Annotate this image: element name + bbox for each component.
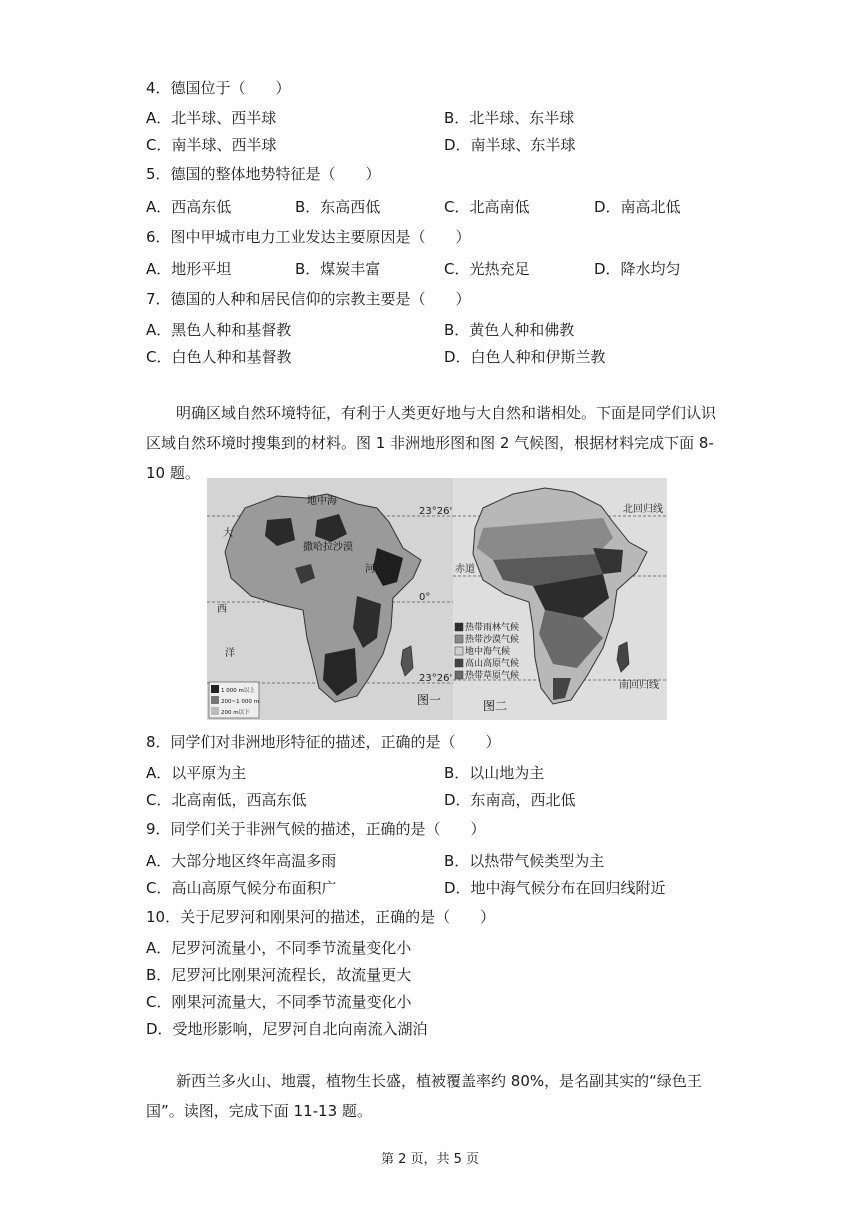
label-atlantic-3: 洋 [225,648,235,659]
question-7-option-c: C．白色人种和基督教 [146,348,292,366]
question-6-option-a: A．地形平坦 [146,260,232,278]
intro-paragraph-new-zealand: 新西兰多火山、地震，植物生长盛，植被覆盖率约 80%，是名副其实的“绿色王国”。读图，完成下面 11-13 题。 [146,1072,702,1120]
label-atlantic-2: 西 [217,604,227,615]
question-10-option-c: C．刚果河流量大，不同季节流量变化小 [146,993,412,1011]
legend-high: 1 000 m以上 [221,688,255,694]
question-5-option-b: B．东高西低 [295,198,381,216]
figure-2-label: 图二 [483,699,508,713]
question-9-stem: 9．同学们关于非洲气候的描述，正确的是（ ） [146,820,486,838]
question-4-option-d: D．南半球、东半球 [444,136,576,154]
question-8-option-c: C．北高南低，西高东低 [146,791,307,809]
line-label-equator: 赤道 [455,564,475,575]
question-5-option-a: A．西高东低 [146,198,232,216]
question-4-option-c: C．南半球、西半球 [146,136,277,154]
question-7-option-d: D．白色人种和伊斯兰教 [444,348,606,366]
question-9-option-c: C．高山高原气候分布面积广 [146,879,337,897]
lat-label-north: 23°26' [419,506,453,517]
question-4-option-a: A．北半球、西半球 [146,109,277,127]
question-7-option-b: B．黄色人种和佛教 [444,321,575,339]
question-10-option-a: A．尼罗河流量小，不同季节流量变化小 [146,939,412,957]
question-10-stem: 10．关于尼罗河和刚果河的描述，正确的是（ ） [146,908,496,926]
line-label-north: 北回归线 [623,504,663,515]
question-4-stem: 4．德国位于（ ） [146,79,291,97]
question-10-option-b: B．尼罗河比刚果河流程长，故流量更大 [146,966,412,984]
legend-mediterranean: 地中海气候 [465,647,511,657]
intro-paragraph-africa: 明确区域自然环境特征，有利于人类更好地与大自然和谐相处。下面是同学们认识区域自然环境时搜集到的材料。图 1 非洲地形图和图 2 气候图，根据材料完成下面 8-10 题。 [146,404,717,482]
question-5-option-d: D．南高北低 [594,198,681,216]
question-9-option-d: D．地中海气候分布在回归线附近 [444,879,666,897]
question-10-option-d: D．受地形影响，尼罗河自北向南流入湖泊 [146,1020,428,1038]
question-6-option-c: C．光热充足 [444,260,530,278]
africa-climate-map [453,478,667,720]
question-6-option-b: B．煤炭丰富 [295,260,381,278]
label-atlantic-1: 大 [223,528,233,539]
question-7-option-a: A．黑色人种和基督教 [146,321,292,339]
question-8-stem: 8．同学们对非洲地形特征的描述，正确的是（ ） [146,733,501,751]
question-8-option-b: B．以山地为主 [444,764,545,782]
legend-rainforest: 热带雨林气候 [465,623,520,633]
question-5-option-c: C．北高南低 [444,198,530,216]
label-mediterranean: 地中海 [307,496,337,507]
lat-label-south: 23°26' [419,673,453,684]
page-footer: 第 2 页，共 5 页 [380,1152,480,1167]
question-9-option-b: B．以热带气候类型为主 [444,852,605,870]
legend-desert: 热带沙漠气候 [465,635,520,645]
legend-highland: 高山高原气候 [465,659,520,669]
question-4-option-b: B．北半球、东半球 [444,109,575,127]
terrain-legend [209,682,259,718]
africa-terrain-map [207,478,453,720]
question-6-option-d: D．降水均匀 [594,260,681,278]
lat-label-equator: 0° [419,592,431,603]
legend-savanna: 热带草原气候 [465,671,520,681]
question-7-stem: 7．德国的人种和居民信仰的宗教主要是（ ） [146,290,471,308]
legend-low: 200 m以下 [221,710,250,716]
question-8-option-d: D．东南高，西北低 [444,791,576,809]
question-6-stem: 6．图中甲城市电力工业发达主要原因是（ ） [146,228,471,246]
question-5-stem: 5．德国的整体地势特征是（ ） [146,165,381,183]
question-9-option-a: A．大部分地区终年高温多雨 [146,852,337,870]
label-river: 河 [365,564,375,575]
line-label-south: 南回归线 [619,680,659,691]
legend-mid: 200~1 000 m [221,699,259,705]
label-sahara: 撒哈拉沙漠 [303,542,353,553]
africa-figures [207,478,667,720]
climate-legend [455,621,519,681]
figure-1-label: 图一 [417,693,442,707]
question-8-option-a: A．以平原为主 [146,764,247,782]
